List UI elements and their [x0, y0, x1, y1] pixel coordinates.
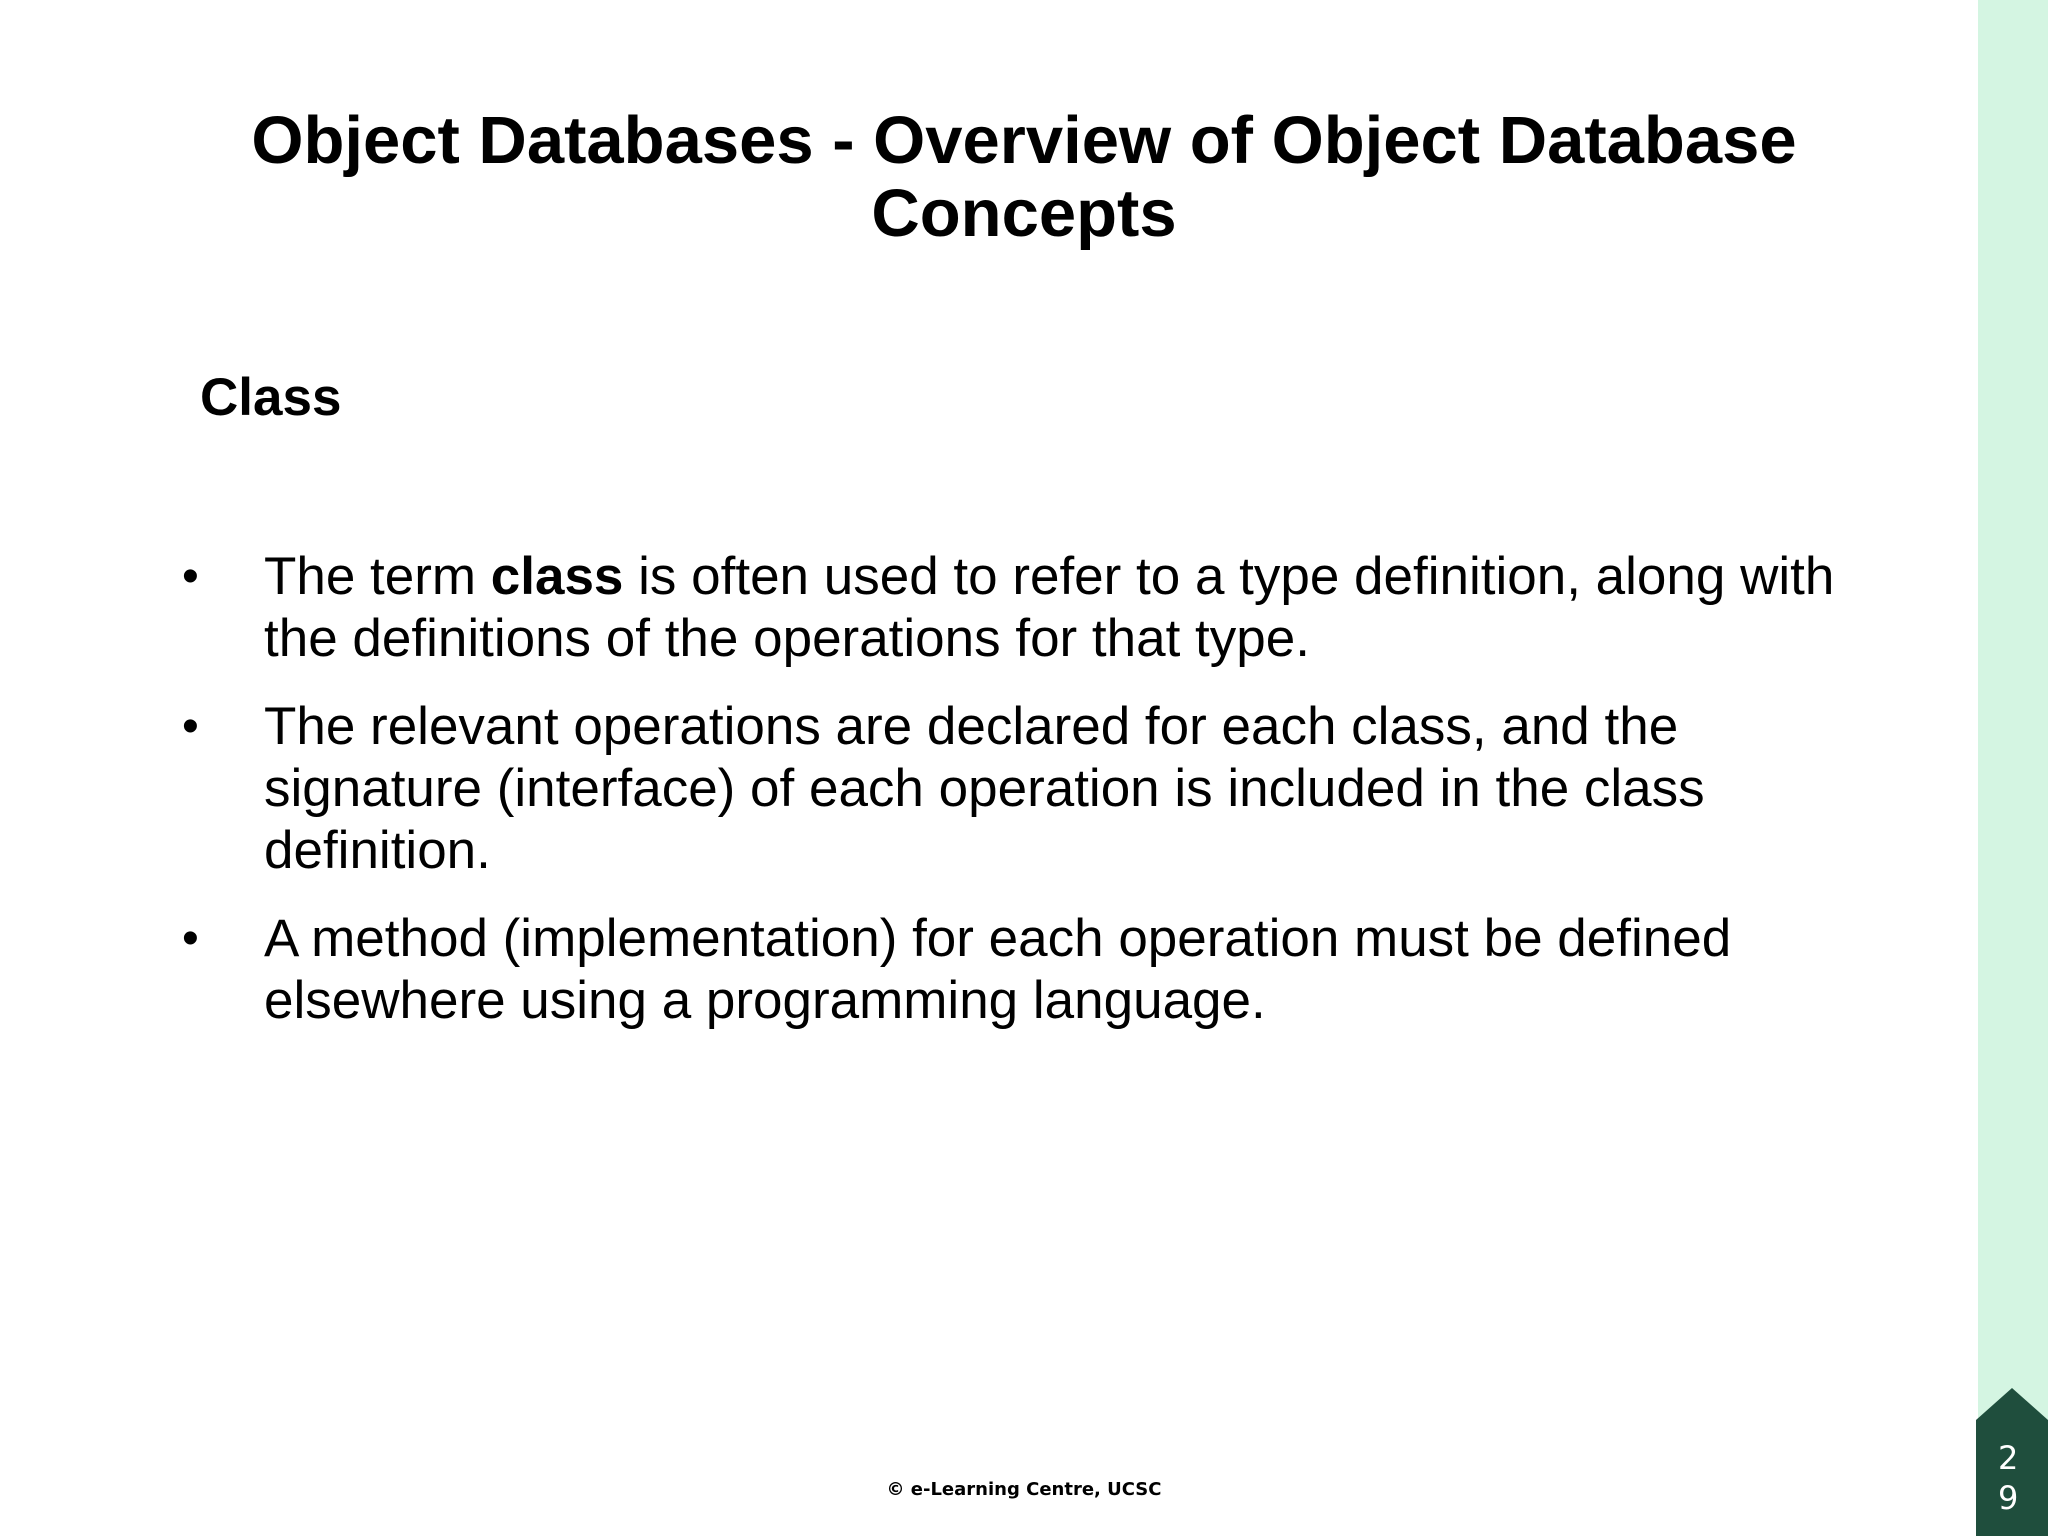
section-heading: Class: [200, 368, 342, 427]
page-number-digit: 9: [1998, 1479, 2019, 1517]
side-band: [1978, 0, 2048, 1536]
bullet-text: A method (implementation) for each operation must be defined elsewhere using a programming language.: [264, 909, 1732, 1030]
bullet-marker: •: [182, 700, 199, 753]
bullet-text: The relevant operations are declared for each class, and the signature (interface) of each operation is included in the class definition.: [264, 697, 1705, 880]
page-number: [1976, 1438, 2048, 1518]
bullet-marker: •: [182, 912, 199, 965]
page-number-badge: [1976, 1386, 2048, 1536]
slide-title: Object Databases - Overview of Object Database Concepts: [251, 103, 1797, 251]
footer-copyright: © e-Learning Centre, UCSC: [886, 1479, 1162, 1500]
bullet-keyword: class: [490, 547, 624, 606]
bullet-marker: •: [182, 550, 199, 603]
bullet-item: [180, 696, 1860, 882]
bullet-item: [180, 546, 1860, 670]
page-number-digit: 2: [1998, 1439, 2019, 1477]
bullet-text-rest: is often used to refer to a type definition, along with the definitions of the operations for that type.: [264, 547, 1835, 668]
bullet-item: [180, 908, 1860, 1032]
bullet-text-lead: The term: [264, 547, 491, 606]
bullet-list: [180, 546, 1860, 1058]
